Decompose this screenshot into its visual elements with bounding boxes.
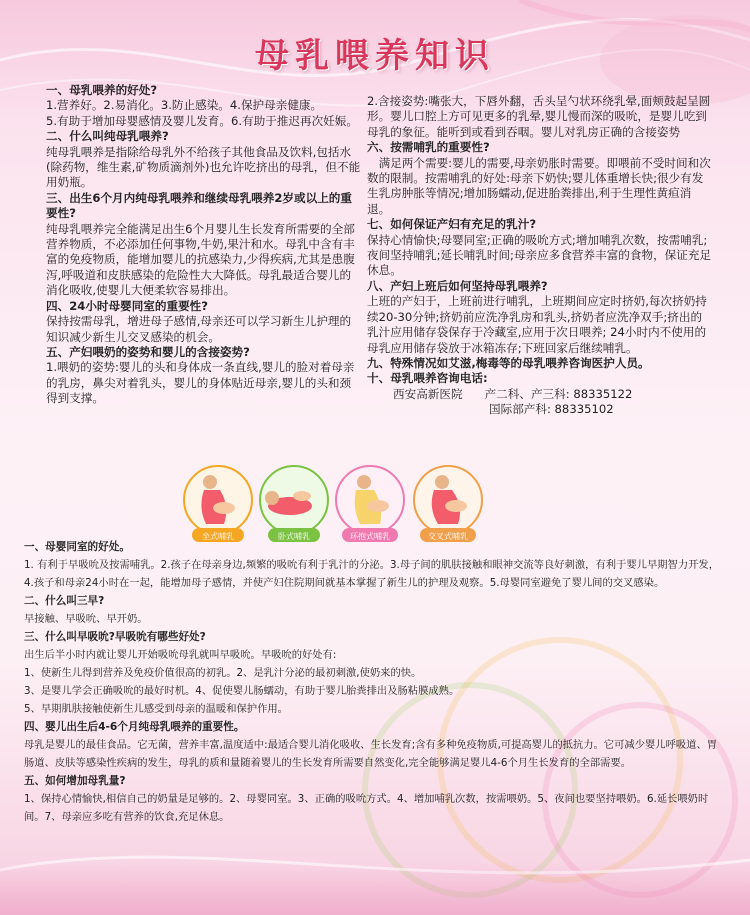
section-8-heading: 八、产妇上班后如何坚持母乳喂养? xyxy=(367,278,548,293)
section-7-heading: 七、如何保证产妇有充足的乳汁? xyxy=(367,217,537,232)
contact-row-2 xyxy=(367,402,712,417)
bottom-1-heading: 一、母婴同室的好处。 xyxy=(24,541,130,553)
section-5-body: 1.喂奶的姿势:婴儿的头和身体成一条直线,婴儿的脸对着母亲的乳房，鼻尖对着乳头，婴儿的身体贴近母亲,婴儿的头和颈得到支撑。 xyxy=(46,360,355,406)
bottom-5-body: 1、保持心情愉快,相信自己的奶量是足够的。2、母婴同室。3、正确的吸吮方式。4、增加哺乳次数，按需喂奶。5、夜间也要坚持喂奶。6.延长喂奶时间。7、母亲应多吃有营养的饮食,充足休息。 xyxy=(24,793,709,823)
section-3-heading: 三、出生6个月内纯母乳喂养和继续母乳喂养2岁或以上的重要性? xyxy=(46,190,352,221)
section-9-heading: 九、特殊情况如艾滋,梅毒等的母乳喂养咨询医护人员。 xyxy=(367,355,650,370)
position-lying-icon xyxy=(260,466,328,542)
bottom-3-item-3: 5、早期肌肤接触使新生儿感受到母亲的温暖和保护作用。 xyxy=(24,703,288,715)
contact-row-1 xyxy=(367,387,712,402)
section-1-heading: 一、母乳喂养的好处? xyxy=(46,83,158,97)
contact-dept-2: 国际部产科: 88335102 xyxy=(489,402,614,417)
section-5-continued: 2.含接姿势:嘴张大，下唇外翻，舌头呈勺状环绕乳晕,面颊鼓起呈圆形。婴儿口腔上方可见更多的乳晕,婴儿慢而深的吸吮，是婴儿吃到母乳的象征。能听到或看到吞咽。婴儿对乳房正确的含接姿势 xyxy=(367,94,711,139)
label-cross: 交叉式哺乳 xyxy=(428,532,468,541)
section-3-body: 纯母乳喂养完全能满足出生6个月婴儿生长发育所需要的全部营养物质，不必添加任何事物,牛奶,果汁和水。母乳中含有丰富的免疫物质，能增加婴儿的抗感染力,少得疾病,尤其是患腹泻,呼吸道和皮肤感染的危险性大大降低。母乳最适合婴儿的消化吸收,使婴儿大便柔软容易排出。 xyxy=(46,221,355,298)
bottom-4-body: 母乳是婴儿的最佳食品。它无菌，营养丰富,温度适中:最适合婴儿消化吸收、生长发育;含有多种免疫物质,可提高婴儿的抵抗力。它可减少婴儿呼吸道、胃肠道、皮肤等感染性疾病的发生，母乳的质和量随着婴儿的生长发育所需要自然变化,完全能够满足婴儿4-6个月生长发育的全部需要。 xyxy=(24,739,718,769)
bottom-2-heading: 二、什么叫三早? xyxy=(24,595,105,607)
bottom-5-heading: 五、如何增加母乳量? xyxy=(24,775,126,787)
section-2-heading: 二、什么叫纯母乳喂养? xyxy=(46,129,169,144)
label-lying: 卧式哺乳 xyxy=(278,532,310,541)
left-column xyxy=(46,83,362,407)
bottom-3-item-1: 1、使新生儿得到营养及免疫价值很高的初乳。2、是乳汁分泌的最初刺激,使奶来的快。 xyxy=(24,667,422,679)
position-sitting-icon xyxy=(184,466,252,542)
contact-hospital: 西安高新医院 xyxy=(393,386,463,401)
position-cradle-icon xyxy=(336,466,404,542)
section-7-body: 保持心情愉快;母婴同室;正确的吸吮方式;增加哺乳次数，按需哺乳;夜间坚持哺乳;延长哺乳时间;母亲应多食营养丰富的食物，保证充足休息。 xyxy=(367,232,712,278)
section-4-heading: 四、24小时母婴同室的重要性? xyxy=(46,298,208,313)
section-1-line-2: 5.有助于增加母婴感情及婴儿发育。6.有助于推迟再次妊娠。 xyxy=(46,113,358,128)
section-6-heading: 六、按需哺乳的重要性? xyxy=(367,140,490,155)
section-6-body: 满足两个需要:婴儿的需要,母亲奶胀时需要。即喂前不受时间和次数的限制。按需哺乳的好处:母亲下奶快;婴儿体重增长快;很少有发生乳房肿胀等情况;增加肠蠕动,促进胎粪排出,利于生理性黄疸消退。 xyxy=(367,155,711,216)
right-column xyxy=(367,94,712,418)
bottom-3-item-2: 3、是婴儿学会正确吸吮的最好时机。4、促使婴儿肠蠕动，有助于婴儿胎粪排出及肠粘膜成熟。 xyxy=(24,685,460,697)
bottom-3-intro: 出生后半小时内就让婴儿开始吸吮母乳就叫早吸吮。早吸吮的好处有: xyxy=(24,649,337,661)
bottom-2-body: 早接触、早吸吮、早开奶。 xyxy=(24,613,148,625)
section-8-body: 上班的产妇于，上班前进行哺乳，上班期间应定时挤奶,每次挤奶持续20-30分钟;挤奶前应洗净乳房和乳头,挤奶者应洗净双手;挤出的乳汁应用储存袋保存于冷藏室,应用于次日喂养; 24小时内不使用的母乳应用储存袋放于冰箱冻存;下班回家后继续哺乳。 xyxy=(367,294,707,355)
contact-dept-1: 产二科、产三科: 88335122 xyxy=(484,386,633,401)
bottom-1-body: 1. 有利于早吸吮及按需哺乳。2.孩子在母亲身边,频繁的吸吮有利于乳汁的分泌。3.母子间的肌肤接触和眼神交流等良好刺激，有利于婴儿早期智力开发，4.孩子和母亲24小时在一起，能增加母子感情，并使产妇住院期间就基本掌握了新生儿的护理及观察。5.母婴同室避免了婴儿间的交叉感染。 xyxy=(24,559,720,589)
bottom-4-heading: 四、婴儿出生后4-6个月纯母乳喂养的重要性。 xyxy=(24,721,245,733)
position-cross-icon xyxy=(414,466,482,542)
section-1-line-1: 1.营养好。2.易消化。3.防止感染。4.保护母亲健康。 xyxy=(46,98,323,113)
section-10-heading: 十、母乳喂养咨询电话: xyxy=(367,371,488,386)
label-cradle: 环抱式哺乳 xyxy=(350,532,390,541)
section-5-heading: 五、产妇喂奶的姿势和婴儿的含接姿势? xyxy=(46,344,250,359)
contact-block xyxy=(367,387,712,418)
section-2-body: 纯母乳喂养是指除给母乳外不给孩子其他食品及饮料,包括水(除药物，维生素,矿物质滴剂外)也允许吃挤出的母乳，但不能用奶瓶。 xyxy=(46,144,361,190)
label-sitting: 坐式哺乳 xyxy=(202,532,234,541)
bottom-section xyxy=(24,538,724,826)
bottom-3-heading: 三、什么叫早吸吮?早吸吮有哪些好处? xyxy=(24,631,206,643)
section-4-body: 保持按需母乳，增进母子感情,母亲还可以学习新生儿护理的知识减少新生儿交叉感染的机会。 xyxy=(46,314,352,344)
page-title: 母乳喂养知识 xyxy=(255,36,495,76)
bottom-pink-band xyxy=(0,862,750,915)
